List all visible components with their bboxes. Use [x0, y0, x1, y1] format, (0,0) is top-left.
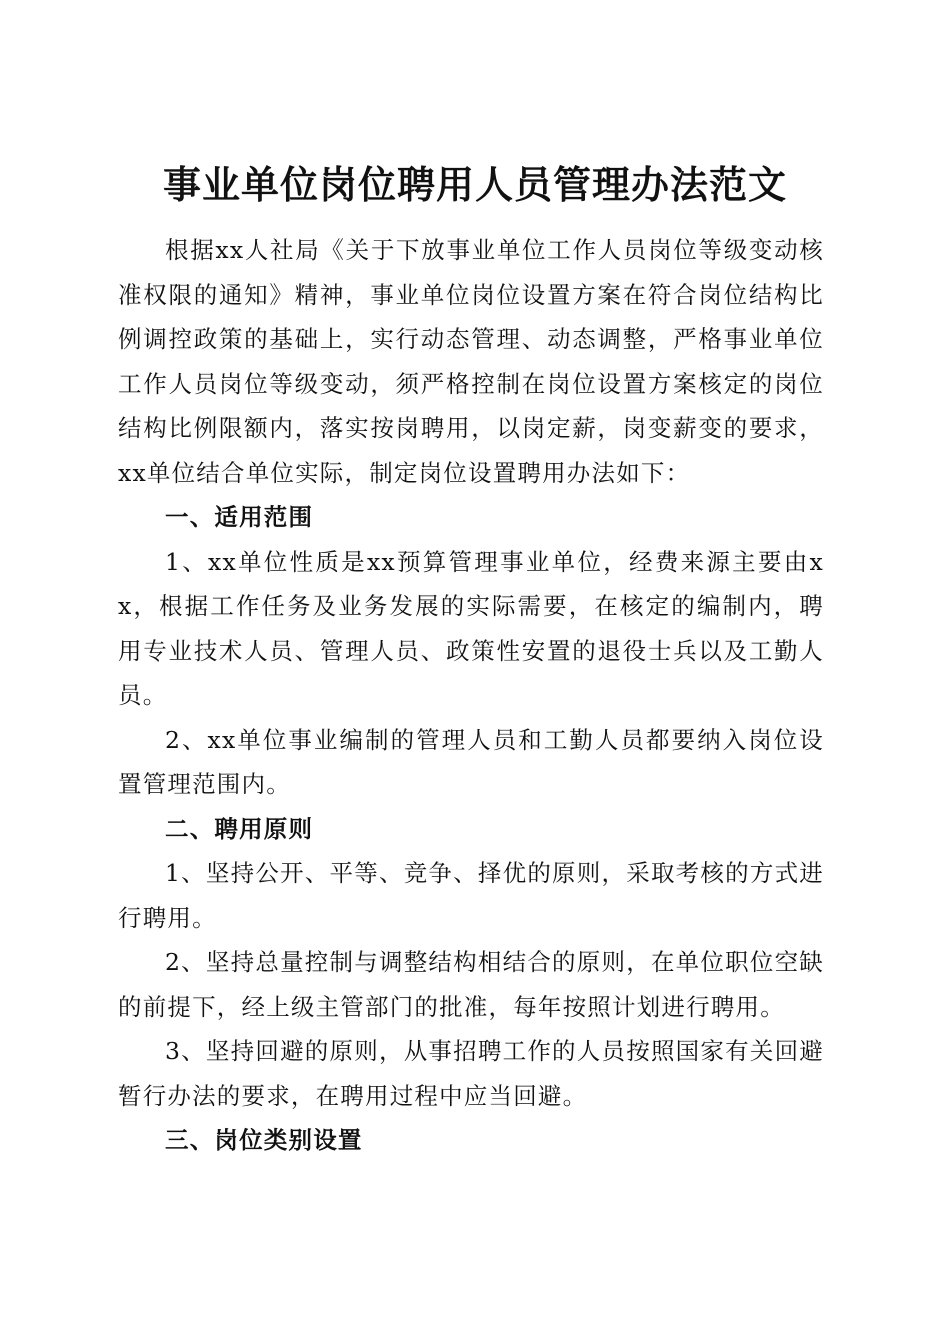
scope-paragraph-1: 1、xx单位性质是xx预算管理事业单位，经费来源主要由xx，根据工作任务及业务发展的实际需要，在核定的编制内，聘用专业技术人员、管理人员、政策性安置的退役士兵以及工勤人员。 [118, 547, 824, 709]
principles-paragraph-3: 3、坚持回避的原则，从事招聘工作的人员按照国家有关回避暂行办法的要求，在聘用过程中应当回避。 [118, 1037, 824, 1110]
section-heading-post-categories: 三、岗位类别设置 [165, 1126, 363, 1154]
principles-paragraph-1: 1、坚持公开、平等、竞争、择优的原则，采取考核的方式进行聘用。 [118, 859, 824, 932]
principles-paragraph-2: 2、坚持总量控制与调整结构相结合的原则，在单位职位空缺的前提下，经上级主管部门的批准，每年按照计划进行聘用。 [118, 948, 824, 1021]
document-title: 事业单位岗位聘用人员管理办法范文 [162, 163, 787, 208]
section-heading-principles: 二、聘用原则 [165, 814, 314, 843]
section-heading-scope: 一、适用范围 [165, 503, 314, 531]
intro-paragraph: 根据xx人社局《关于下放事业单位工作人员岗位等级变动核准权限的通知》精神，事业单位岗位设置方案在符合岗位结构比例调控政策的基础上，实行动态管理、动态调整，严格事业单位工作人员岗位等级变动，须严格控制在岗位设置方案核定的岗位结构比例限额内，落实按岗聘用，以岗定薪，岗变薪变的要求，xx单位结合单位实际，制定岗位设置聘用办法如下： [118, 236, 824, 487]
document-body [118, 228, 824, 1163]
scope-paragraph-2: 2、xx单位事业编制的管理人员和工勤人员都要纳入岗位设置管理范围内。 [118, 725, 824, 798]
